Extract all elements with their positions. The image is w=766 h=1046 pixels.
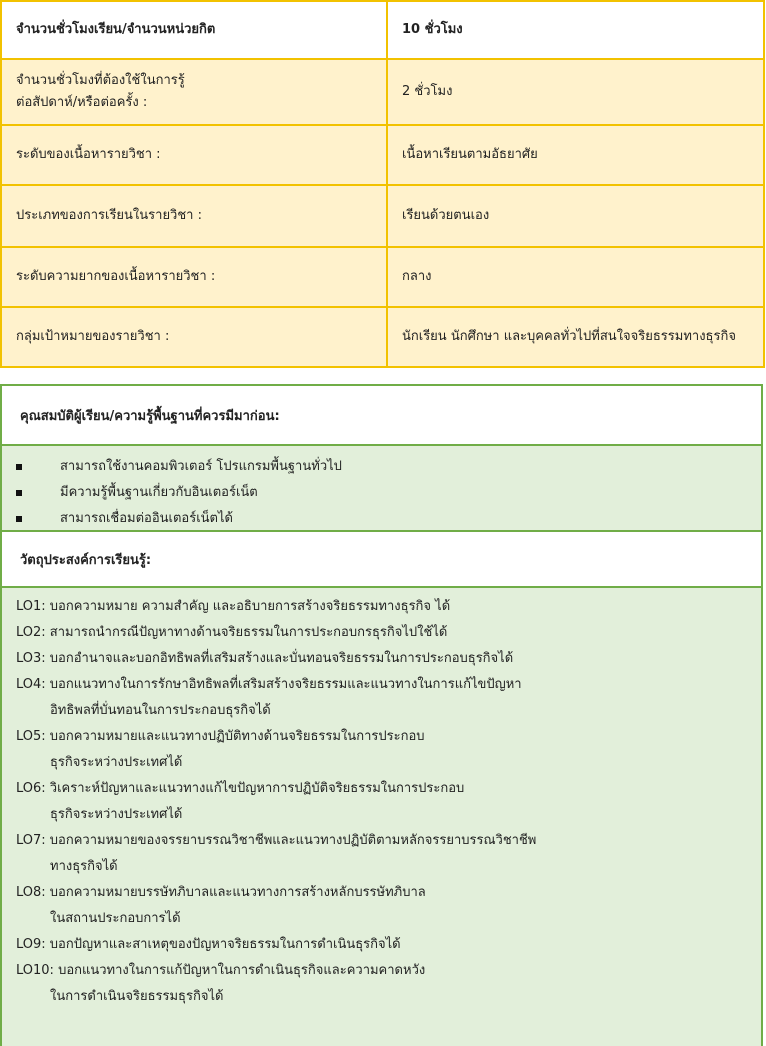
objective-line1: LO2: สามารถนำกรณีปัญหาทางด้านจริยธรรมในการประกอบกรธุรกิจไปใช้ได้ [16, 625, 448, 640]
row-label: ระดับของเนื้อหารายวิชา : [1, 125, 387, 185]
table-row [1, 247, 764, 307]
hours-credits-label: จำนวนชั่วโมงเรียน/จำนวนหน่วยกิต [1, 1, 387, 59]
prerequisites-heading: คุณสมบัติผู้เรียน/ความรู้พื้นฐานที่ควรมีมาก่อน: [2, 386, 761, 446]
row-label-line2: ต่อสัปดาห์/หรือต่อครั้ง : [16, 95, 148, 110]
square-bullet-icon [16, 506, 26, 532]
list-item-text: สามารถใช้งานคอมพิวเตอร์ โปรแกรมพื้นฐานทั่วไป [60, 459, 342, 474]
objective-line1: LO5: บอกความหมายและแนวทางปฏิบัติทางด้านจริยธรรมในการประกอบ [16, 729, 425, 744]
hours-credits-value: 10 ชั่วโมง [387, 1, 764, 59]
row-value: เรียนด้วยตนเอง [387, 185, 764, 247]
objective-line2: ธุรกิจระหว่างประเทศได้ [50, 807, 183, 822]
objective-line2: ทางธุรกิจได้ [50, 859, 118, 874]
objectives-heading: วัตถุประสงค์การเรียนรู้: [2, 532, 761, 588]
course-info-header-row [1, 1, 764, 59]
objective-line1: LO6: วิเคราะห์ปัญหาและแนวทางแก้ไขปัญหาการปฏิบัติจริยธรรมในการประกอบ [16, 781, 465, 796]
square-bullet-icon [16, 480, 26, 506]
objective-item [16, 776, 761, 828]
objective-item [16, 828, 761, 880]
row-value: นักเรียน นักศึกษา และบุคคลทั่วไปที่สนใจจริยธรรมทางธุรกิจ [387, 307, 764, 367]
objective-line1: LO3: บอกอำนาจและบอกอิทธิพลที่เสริมสร้างและบั่นทอนจริยธรรมในการประกอบธุรกิจได้ [16, 651, 514, 666]
list-item [16, 506, 761, 532]
objective-item [16, 594, 761, 620]
objective-item [16, 724, 761, 776]
objective-line1: LO4: บอกแนวทางในการรักษาอิทธิพลที่เสริมสร้างจริยธรรมและแนวทางในการแก้ไขปัญหา [16, 677, 522, 692]
objective-item [16, 672, 761, 724]
objective-item [16, 646, 761, 672]
table-row [1, 185, 764, 247]
objective-line1: LO1: บอกความหมาย ความสำคัญ และอธิบายการสร้างจริยธรรมทางธุรกิจ ได้ [16, 599, 451, 614]
row-label [1, 59, 387, 125]
course-info-table [0, 0, 765, 368]
objective-item [16, 880, 761, 932]
row-label: ระดับความยากของเนื้อหารายวิชา : [1, 247, 387, 307]
objective-line1: LO7: บอกความหมายของจรรยาบรรณวิชาชีพและแนวทางปฏิบัติตามหลักจรรยาบรรณวิชาชีพ [16, 833, 537, 848]
prerequisites-list [2, 446, 761, 532]
row-label-line1: จำนวนชั่วโมงที่ต้องใช้ในการรู้ [16, 73, 185, 88]
objectives-list [2, 588, 761, 1010]
row-value: เนื้อหาเรียนตามอัธยาศัย [387, 125, 764, 185]
list-item-text: มีความรู้พื้นฐานเกี่ยวกับอินเตอร์เน็ต [60, 485, 258, 500]
row-value: 2 ชั่วโมง [387, 59, 764, 125]
objective-item [16, 932, 761, 958]
list-item [16, 480, 761, 506]
table-row [1, 125, 764, 185]
table-row [1, 307, 764, 367]
list-item-text: สามารถเชื่อมต่ออินเตอร์เน็ตได้ [60, 511, 233, 526]
row-value: กลาง [387, 247, 764, 307]
objective-line1: LO10: บอกแนวทางในการแก้ปัญหาในการดำเนินธุรกิจและความคาดหวัง [16, 963, 426, 978]
objective-item [16, 958, 761, 1010]
objective-line1: LO9: บอกปัญหาและสาเหตุของปัญหาจริยธรรมในการดำเนินธุรกิจได้ [16, 937, 401, 952]
objective-line2: ในสถานประกอบการได้ [50, 911, 181, 926]
table-row [1, 59, 764, 125]
learner-section [0, 384, 763, 1046]
list-item [16, 454, 761, 480]
row-label: ประเภทของการเรียนในรายวิชา : [1, 185, 387, 247]
objective-line1: LO8: บอกความหมายบรรษัทภิบาลและแนวทางการสร้างหลักบรรษัทภิบาล [16, 885, 426, 900]
row-label: กลุ่มเป้าหมายของรายวิชา : [1, 307, 387, 367]
square-bullet-icon [16, 454, 26, 480]
objective-line2: อิทธิพลที่บั่นทอนในการประกอบธุรกิจได้ [50, 703, 271, 718]
objective-item [16, 620, 761, 646]
objective-line2: ธุรกิจระหว่างประเทศได้ [50, 755, 183, 770]
objective-line2: ในการดำเนินจริยธรรมธุรกิจได้ [50, 989, 224, 1004]
